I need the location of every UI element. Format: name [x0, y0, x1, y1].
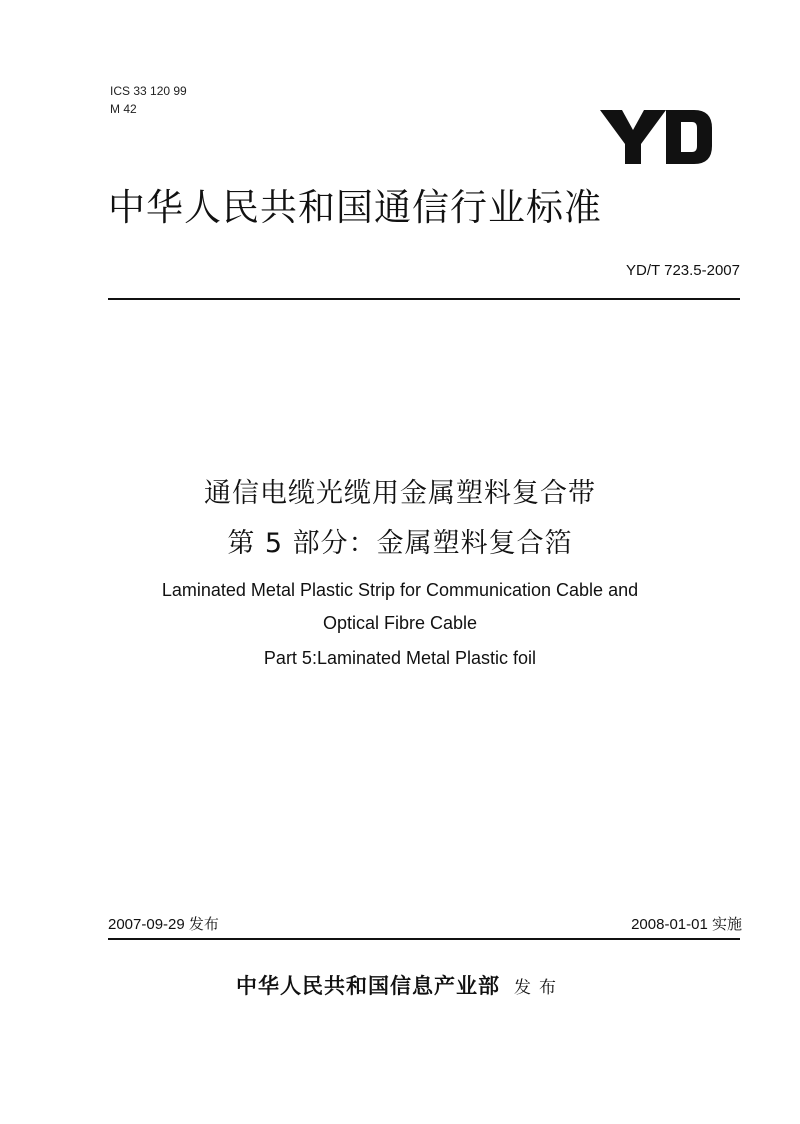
english-title-line-2: Optical Fibre Cable [322, 613, 478, 633]
yd-logo [596, 106, 716, 166]
ics-code: ICS 33 120 99 [110, 84, 187, 98]
issue-date: 2007-09-29 发布 [108, 916, 219, 933]
issuer-line [0, 970, 800, 1000]
ccs-code: M 42 [110, 102, 137, 116]
issuer-action: 发布 [514, 978, 564, 998]
chinese-title-line-1: 通信电缆光缆用金属塑料复合带 [204, 478, 596, 509]
implementation-date: 2008-01-01 实施 [631, 916, 742, 933]
standard-number: YD/T 723.5-2007 [626, 262, 740, 279]
top-divider [108, 298, 740, 300]
issuer-name: 中华人民共和国信息产业部 [236, 973, 500, 998]
standard-category-title: 中华人民共和国通信行业标准 [108, 186, 602, 229]
english-title-line-3: Part 5:Laminated Metal Plastic foil [263, 648, 537, 668]
chinese-title-line-2: 第 5 部分：金属塑料复合箔 [227, 528, 573, 559]
bottom-divider [108, 938, 740, 940]
classification-codes [110, 82, 187, 118]
english-title-line-1: Laminated Metal Plastic Strip for Communication Cable and [161, 580, 639, 600]
